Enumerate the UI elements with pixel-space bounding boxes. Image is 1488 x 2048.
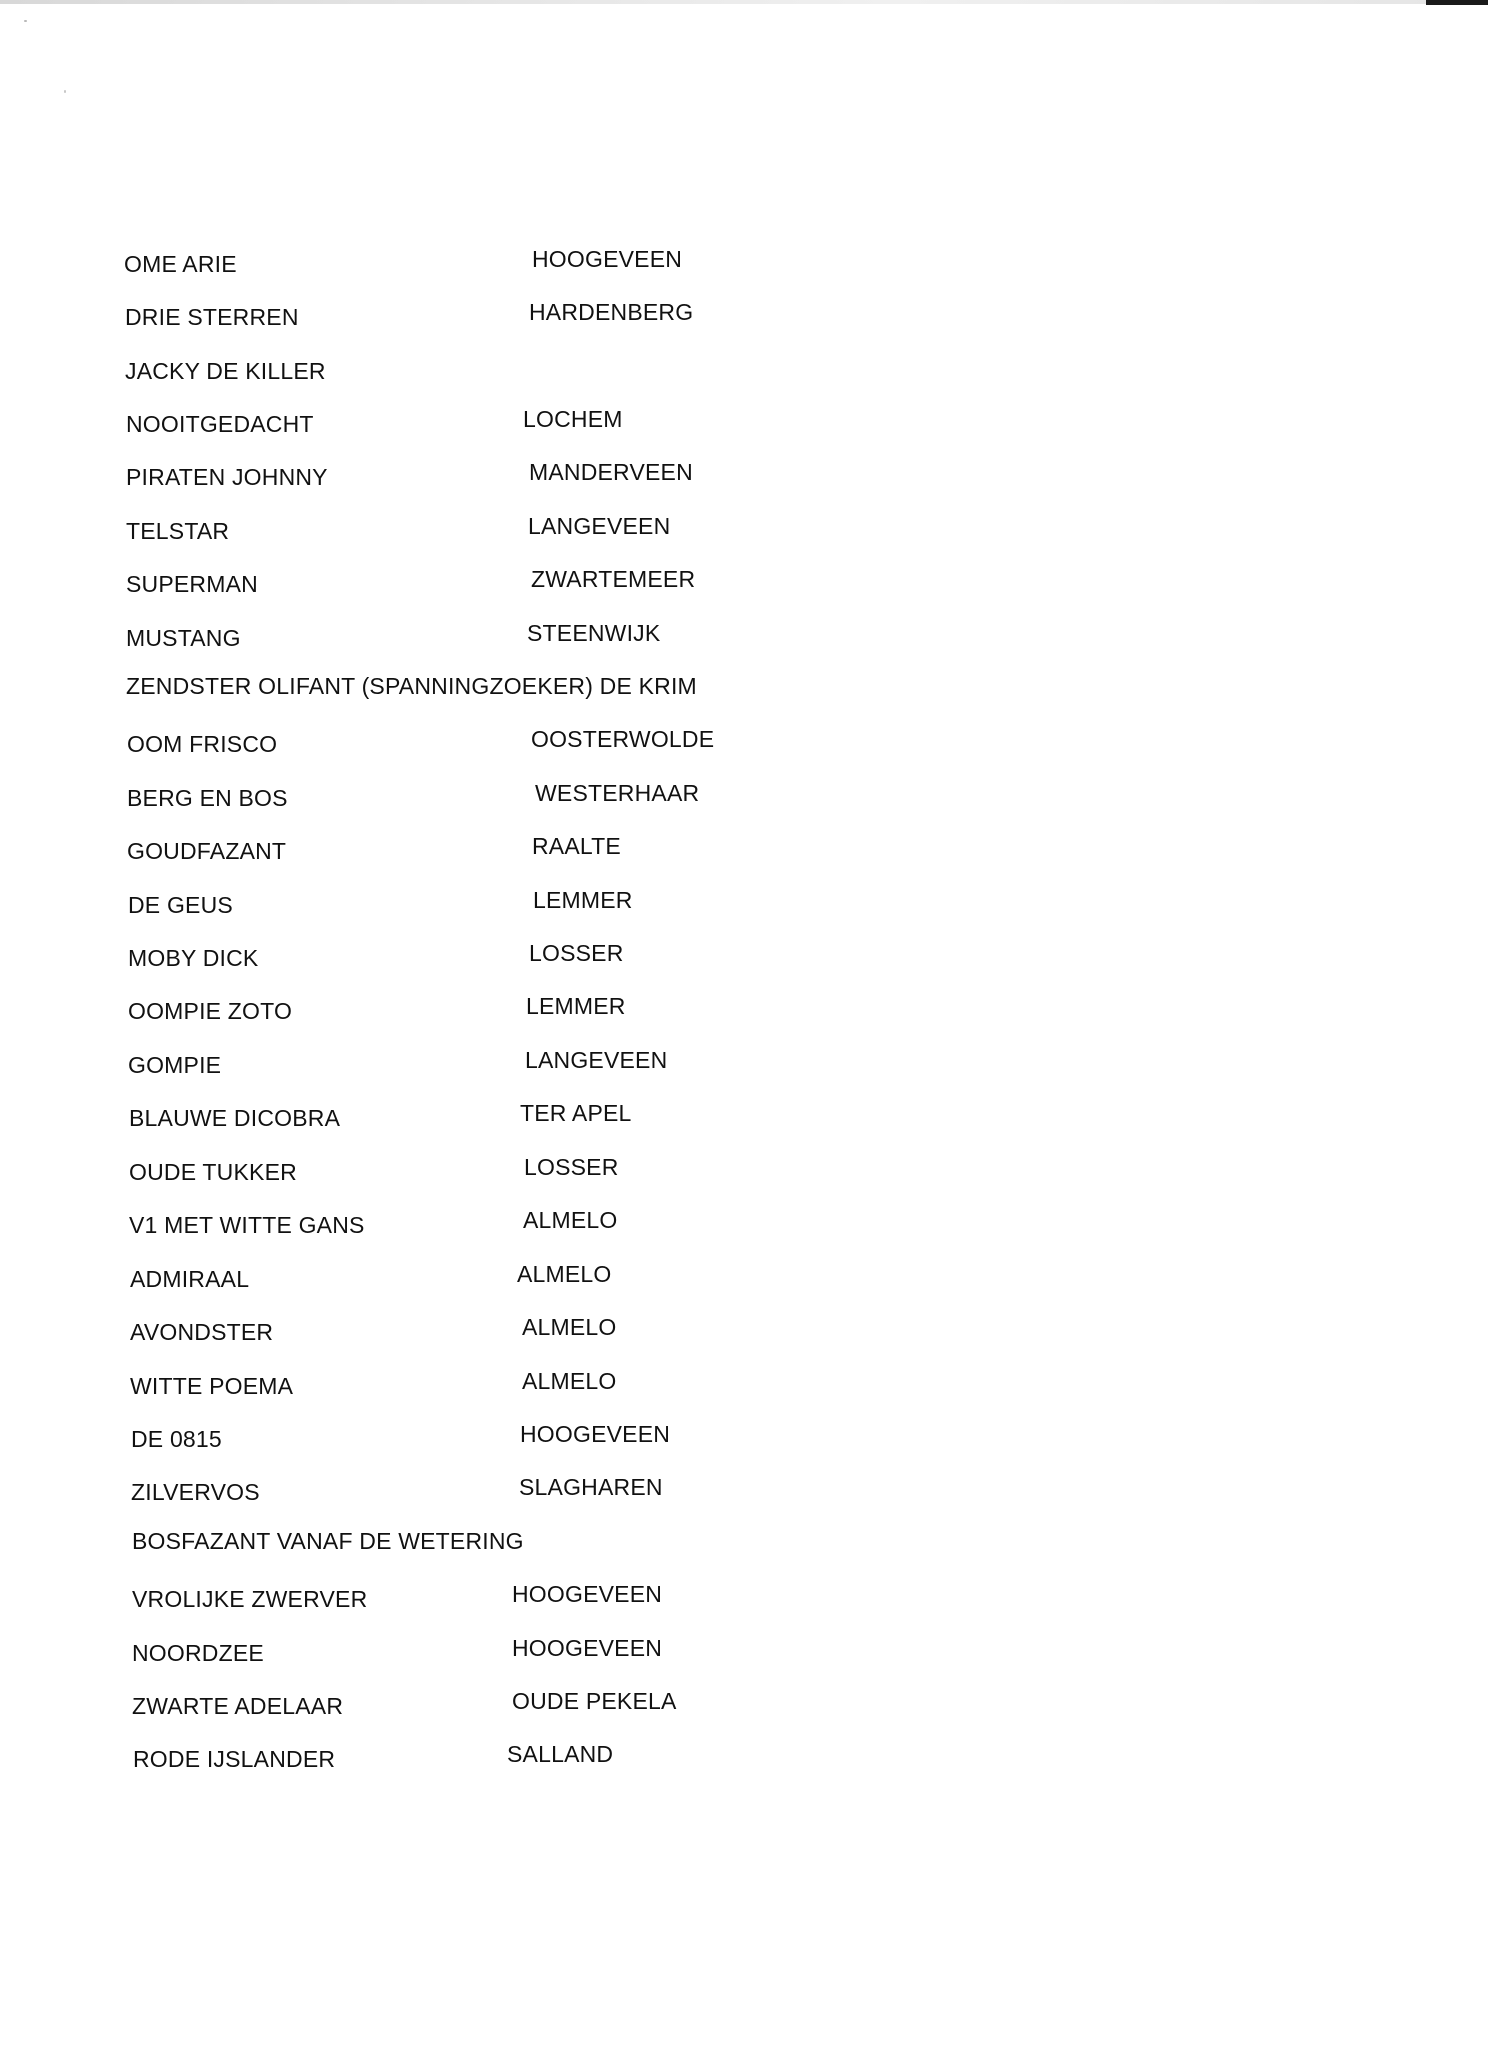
list-item — [124, 246, 1024, 284]
list-item — [126, 459, 1026, 497]
list-item — [128, 1047, 1028, 1085]
entry-name: BOSFAZANT VANAF DE WETERING — [132, 1528, 524, 1554]
list-item — [133, 1741, 1033, 1779]
entry-place: OUDE PEKELA — [512, 1688, 677, 1714]
entry-name: DRIE STERREN — [125, 304, 299, 330]
list-item — [127, 726, 1027, 764]
list-item — [132, 1688, 1032, 1726]
entry-name: V1 MET WITTE GANS — [129, 1212, 365, 1238]
entry-name: PIRATEN JOHNNY — [126, 464, 328, 490]
entry-place: LEMMER — [533, 887, 633, 913]
entry-place: STEENWIJK — [527, 620, 661, 646]
entry-name: VROLIJKE ZWERVER — [132, 1586, 368, 1612]
entry-place: LOCHEM — [523, 406, 623, 432]
entry-name: BLAUWE DICOBRA — [129, 1105, 341, 1131]
entry-place: SLAGHAREN — [519, 1474, 663, 1500]
list-item — [125, 299, 1025, 337]
entry-name: JACKY DE KILLER — [125, 358, 326, 384]
entry-place: LANGEVEEN — [528, 513, 671, 539]
list-item — [128, 993, 1028, 1031]
list-item — [131, 1421, 1031, 1459]
entry-name: BERG EN BOS — [127, 785, 288, 811]
entry-place: SALLAND — [507, 1741, 614, 1767]
entry-place: ZWARTEMEER — [531, 566, 696, 592]
entry-name: GOMPIE — [128, 1052, 222, 1078]
entry-name: NOOITGEDACHT — [126, 411, 314, 437]
list-item — [129, 1100, 1029, 1138]
list-item — [127, 833, 1027, 871]
entry-place: LANGEVEEN — [525, 1047, 668, 1073]
list-item — [125, 357, 1025, 391]
entry-place: HOOGEVEEN — [512, 1635, 663, 1661]
list-item — [128, 940, 1028, 978]
entry-name: SUPERMAN — [126, 571, 258, 597]
entry-place: LEMMER — [526, 993, 626, 1019]
entry-name: ZENDSTER OLIFANT (SPANNINGZOEKER) DE KRIM — [126, 673, 697, 699]
entry-place: LOSSER — [524, 1154, 619, 1180]
entry-name: OOMPIE ZOTO — [128, 998, 293, 1024]
entry-name: NOORDZEE — [132, 1640, 264, 1666]
entry-place: HARDENBERG — [529, 299, 694, 325]
entry-place: HOOGEVEEN — [520, 1421, 671, 1447]
list-item — [126, 620, 1026, 658]
entry-name: MOBY DICK — [128, 945, 259, 971]
entry-name: RODE IJSLANDER — [133, 1746, 336, 1772]
entry-name: OUDE TUKKER — [129, 1159, 297, 1185]
entry-name: ZWARTE ADELAAR — [132, 1693, 344, 1719]
entry-place: HOOGEVEEN — [532, 246, 683, 272]
entry-name: ZILVERVOS — [131, 1479, 260, 1505]
entry-place: TER APEL — [520, 1100, 632, 1126]
list-item — [127, 780, 1027, 818]
entry-place: OOSTERWOLDE — [531, 726, 715, 752]
list-item — [126, 513, 1026, 551]
entry-place: MANDERVEEN — [529, 459, 693, 485]
entry-name: WITTE POEMA — [130, 1373, 294, 1399]
list-item — [126, 406, 1026, 444]
list-item — [130, 1261, 1030, 1299]
entry-place: ALMELO — [522, 1314, 617, 1340]
list-item — [132, 1635, 1032, 1673]
list-item — [129, 1207, 1029, 1245]
list-item — [131, 1474, 1031, 1512]
entry-place: WESTERHAAR — [535, 780, 700, 806]
entry-name: GOUDFAZANT — [127, 838, 287, 864]
entry-name: MUSTANG — [126, 625, 241, 651]
list-item — [126, 672, 1026, 706]
list-item — [130, 1368, 1030, 1406]
entry-place: HOOGEVEEN — [512, 1581, 663, 1607]
entry-place: LOSSER — [529, 940, 624, 966]
entry-place: ALMELO — [517, 1261, 612, 1287]
list-item — [130, 1314, 1030, 1352]
entry-place: ALMELO — [522, 1368, 617, 1394]
entry-name: OOM FRISCO — [127, 731, 278, 757]
list-item — [132, 1581, 1032, 1619]
list-item — [128, 887, 1028, 925]
entry-name: OME ARIE — [124, 251, 237, 277]
list-item — [126, 566, 1026, 604]
entry-place: ALMELO — [523, 1207, 618, 1233]
list-item — [132, 1527, 1032, 1561]
entry-name: TELSTAR — [126, 518, 230, 544]
entry-name: ADMIRAAL — [130, 1266, 250, 1292]
entry-name: DE GEUS — [128, 892, 233, 918]
entry-place: RAALTE — [532, 833, 621, 859]
entry-name: DE 0815 — [131, 1426, 222, 1452]
list-item — [129, 1154, 1029, 1192]
entry-name: AVONDSTER — [130, 1319, 274, 1345]
